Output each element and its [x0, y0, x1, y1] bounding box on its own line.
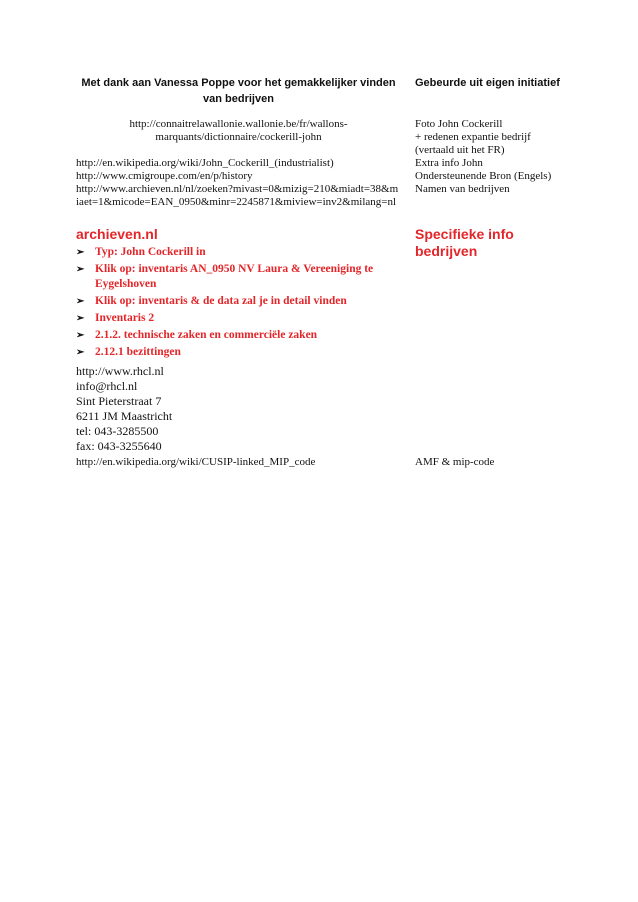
list-item: ➢ Klik op: inventaris & de data zal je in detail vinden — [76, 295, 347, 307]
contact-city: 6211 JM Maastricht — [76, 409, 173, 423]
note-line: Ondersteunende Bron (Engels) — [415, 170, 552, 182]
arrow-bullet-icon: ➢ — [76, 330, 85, 341]
source-links — [76, 157, 401, 209]
header-acknowledgement: Met dank aan Vanessa Poppe voor het gemakkelijker vinden van bedrijven — [81, 77, 396, 105]
cusip-note: AMF & mip-code — [415, 456, 495, 468]
list-item: ➢ Klik op: inventaris AN_0950 NV Laura & Vereeniging te Eygelshoven — [76, 263, 374, 290]
contact-website[interactable]: http://www.rhcl.nl — [76, 364, 164, 378]
note-line: Foto John Cockerill — [415, 118, 503, 130]
note-line: Extra info John — [415, 157, 483, 169]
contact-email[interactable]: info@rhcl.nl — [76, 379, 138, 393]
note-line: + redenen expantie bedrijf — [415, 131, 531, 143]
note-line: Namen van bedrijven — [415, 183, 510, 195]
block1-notes — [415, 118, 590, 157]
arrow-bullet-icon: ➢ — [76, 264, 85, 275]
specific-info-title: Specifieke info bedrijven — [415, 226, 514, 259]
contact-street: Sint Pieterstraat 7 — [76, 394, 162, 408]
instruction-list — [76, 245, 401, 360]
arrow-bullet-icon: ➢ — [76, 313, 85, 324]
contact-phone: tel: 043-3285500 — [76, 424, 159, 438]
link-wallonie[interactable]: http://connaitrelawallonie.wallonie.be/fr/wallons-marquants/dictionnaire/cockerill-john — [129, 118, 348, 143]
header-initiative: Gebeurde uit eigen initiatief — [415, 77, 560, 89]
list-item: ➢ Typ: John Cockerill in — [76, 246, 206, 258]
contact-fax: fax: 043-3255640 — [76, 439, 162, 453]
archieven-title: archieven.nl — [76, 226, 158, 242]
arrow-bullet-icon: ➢ — [76, 296, 85, 307]
contact-block — [76, 364, 401, 454]
arrow-bullet-icon: ➢ — [76, 347, 85, 358]
block2-notes — [415, 157, 590, 196]
list-item: ➢ 2.1.2. technische zaken en commerciële zaken — [76, 329, 318, 341]
list-item: ➢ 2.12.1 bezittingen — [76, 346, 181, 358]
link-cmigroupe[interactable]: http://www.cmigroupe.com/en/p/history — [76, 170, 253, 182]
link-archieven-search[interactable]: http://www.archieven.nl/nl/zoeken?mivast=0&mizig=210&miadt=38&miaet=1&micode=EAN_0950&minr=2245871&miview=inv2&milang=nl — [76, 183, 399, 208]
link-wikipedia-cockerill[interactable]: http://en.wikipedia.org/wiki/John_Cockerill_(industrialist) — [76, 157, 334, 169]
note-line: (vertaald uit het FR) — [415, 144, 505, 156]
list-item: ➢ Inventaris 2 — [76, 312, 155, 324]
archieven-section — [76, 226, 401, 362]
link-cusip[interactable]: http://en.wikipedia.org/wiki/CUSIP-linked_MIP_code — [76, 456, 316, 468]
arrow-bullet-icon: ➢ — [76, 247, 85, 258]
